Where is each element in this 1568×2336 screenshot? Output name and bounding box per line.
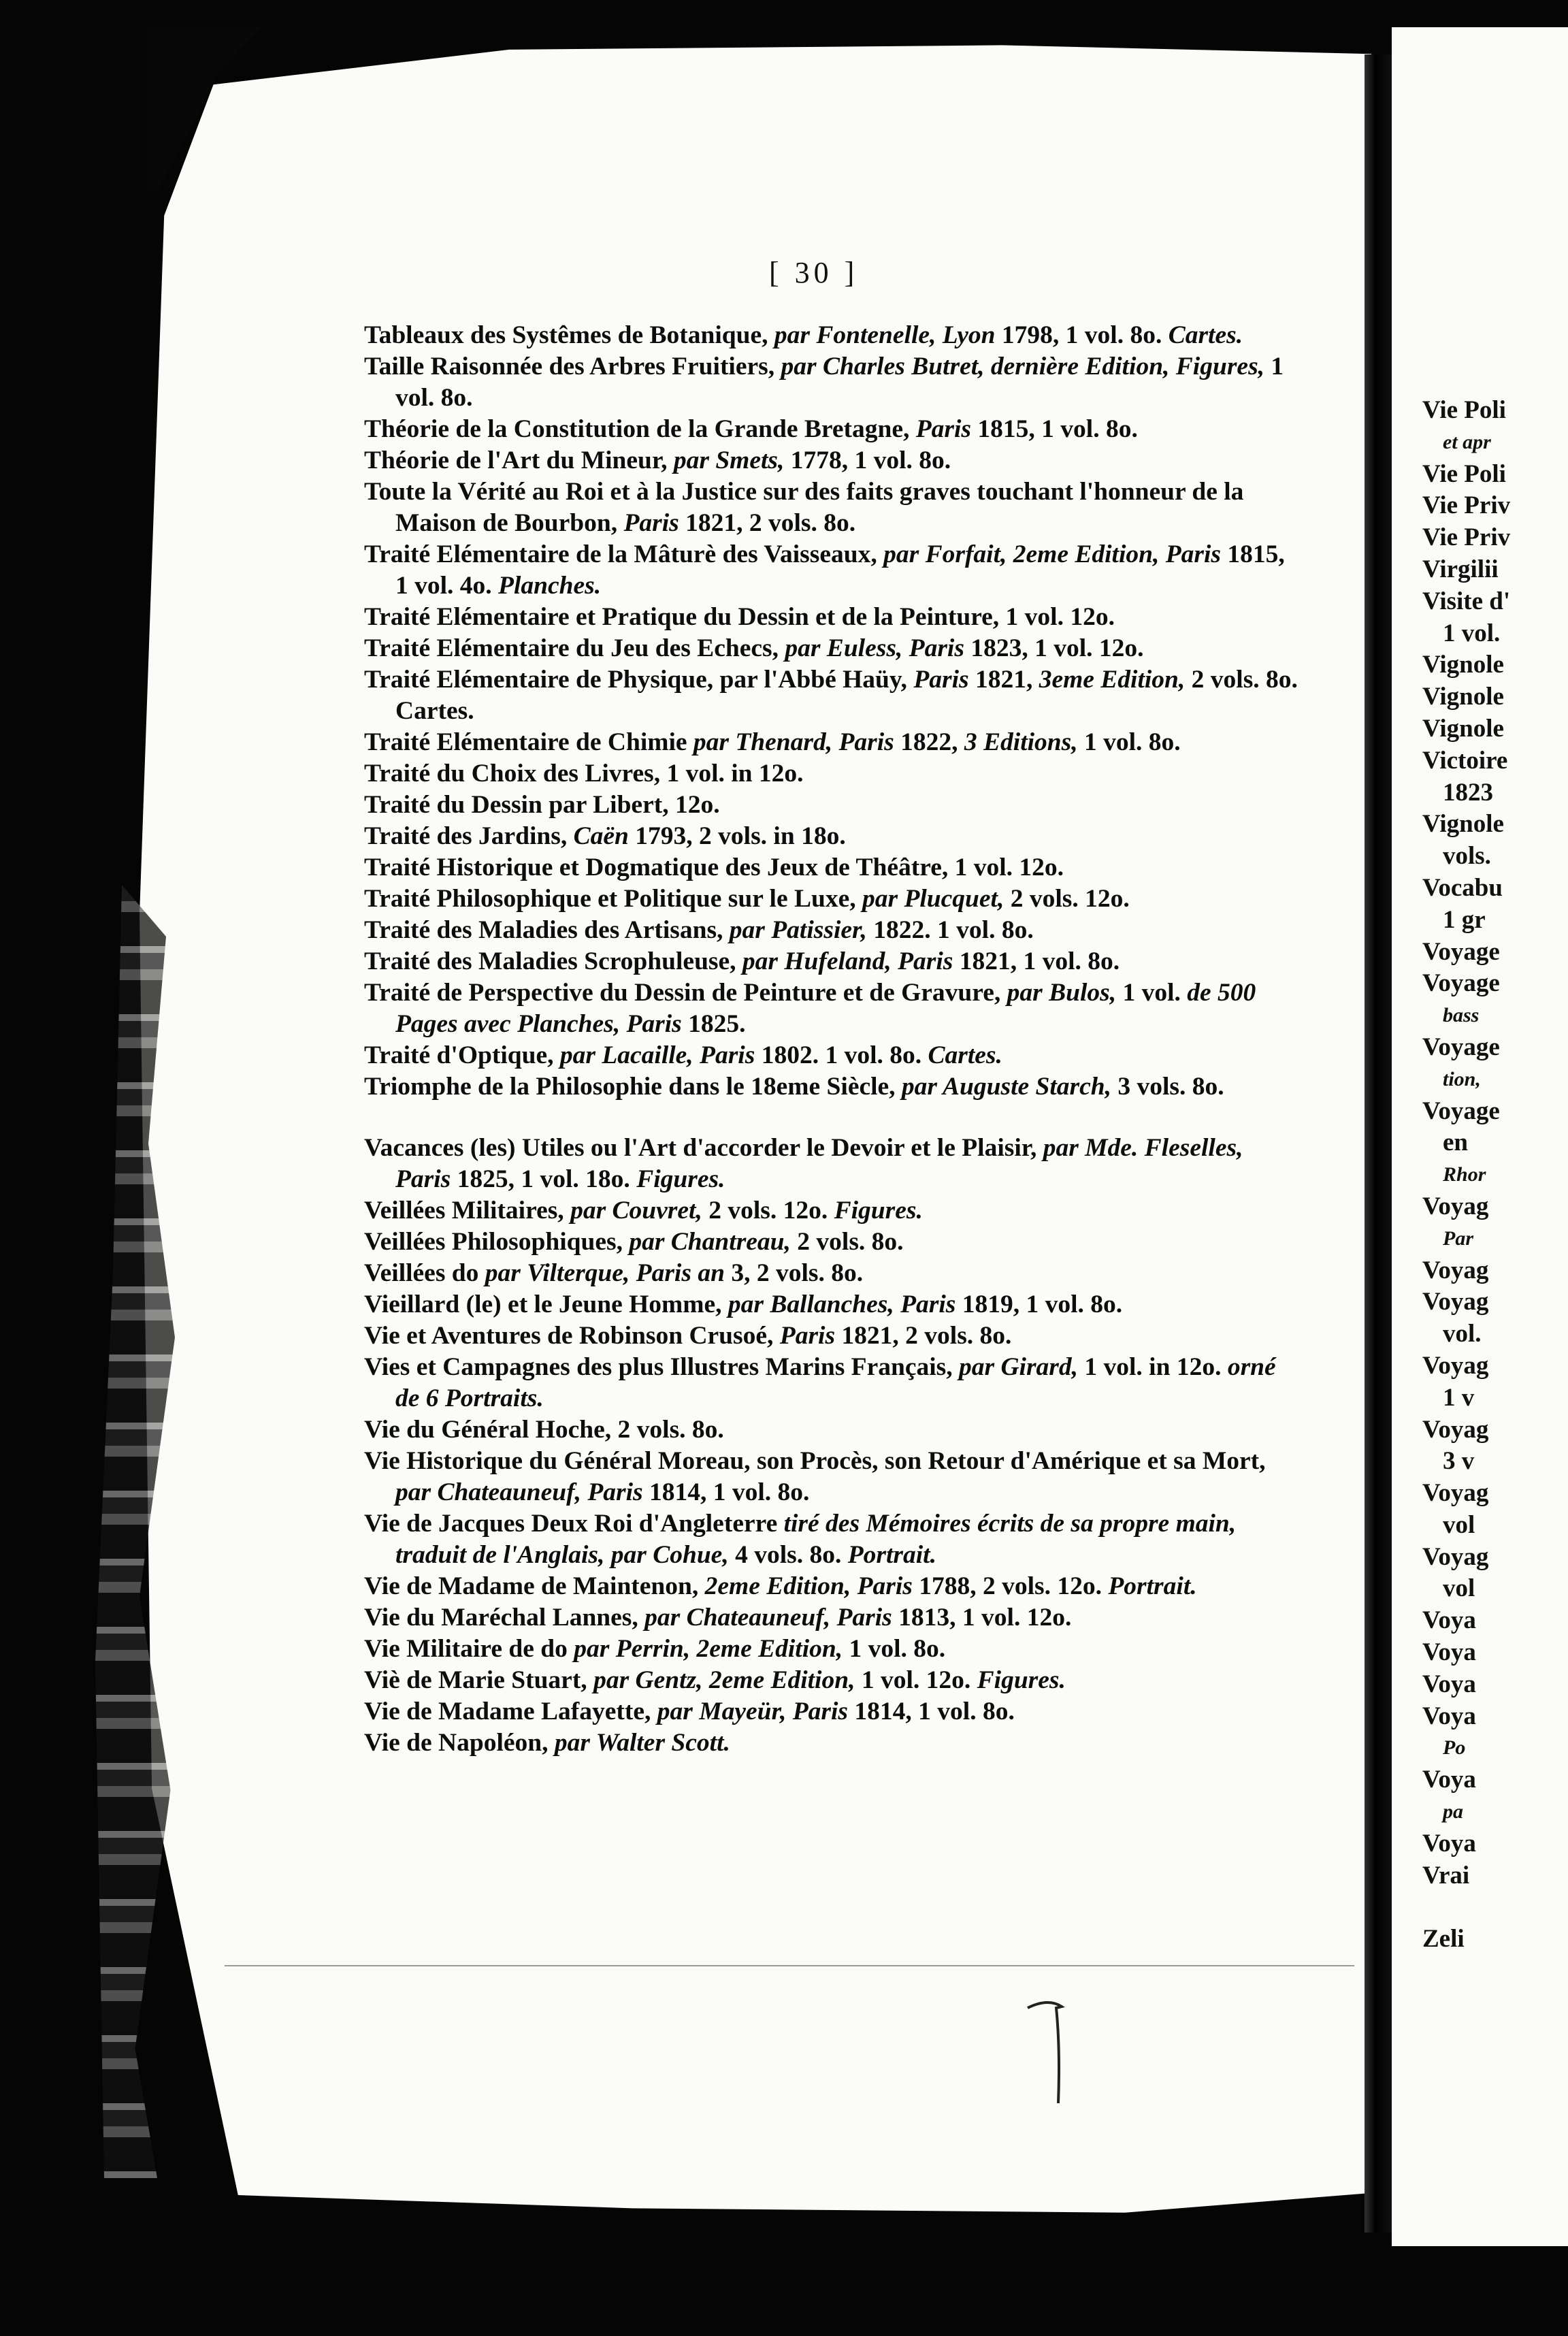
entry-title: Théorie de la Constitution de la Grande Bretagne, bbox=[364, 415, 916, 443]
facing-page-line: Vignole bbox=[1422, 714, 1504, 743]
entry-note: de 500 Pages avec Planches, Paris bbox=[395, 979, 1256, 1038]
facing-page-line: 1 v bbox=[1443, 1383, 1475, 1412]
entry-details: 1793, 2 vols. in 18o. bbox=[628, 822, 846, 850]
catalogue-entry bbox=[364, 1446, 1303, 1508]
catalogue-entry bbox=[364, 1289, 1303, 1320]
entry-title: Toute la Vérité au Roi et à la Justice sur des faits graves touchant l'honneur de la Maison de Bourbon, bbox=[364, 478, 1244, 537]
facing-page-line: Par bbox=[1443, 1227, 1473, 1250]
facing-page-line: Voyage bbox=[1422, 1033, 1500, 1061]
entry-title: Vie Militaire de do bbox=[364, 1635, 574, 1663]
entry-title: Théorie de l'Art du Mineur, bbox=[364, 447, 674, 474]
section-gap bbox=[364, 1103, 1303, 1133]
catalogue-entry bbox=[364, 1696, 1303, 1727]
entry-title: Vie du Général Hoche, 2 vols. 8o. bbox=[364, 1416, 724, 1444]
facing-page-line: Voyage bbox=[1422, 1097, 1500, 1125]
entry-title: Traité du Dessin par Libert, 12o. bbox=[364, 791, 720, 819]
facing-page-line: Po bbox=[1443, 1736, 1466, 1759]
facing-page-line: Voyage bbox=[1422, 969, 1500, 998]
facing-page-line: Vie Priv bbox=[1422, 523, 1511, 552]
book-gutter bbox=[1365, 54, 1392, 2233]
entry-title: Traité des Maladies Scrophuleuse, bbox=[364, 947, 742, 975]
facing-page-line: 3 v bbox=[1443, 1447, 1475, 1476]
entry-title: Traité Elémentaire de la Mâturè des Vaisseaux, bbox=[364, 540, 884, 568]
entry-details: 1813, 1 vol. 12o. bbox=[892, 1604, 1072, 1632]
entry-author: 2eme Edition, Paris bbox=[704, 1572, 913, 1600]
catalogue-entry bbox=[364, 790, 1303, 821]
entry-details: 2 vols. 8o. bbox=[790, 1228, 904, 1256]
entry-title: Veillées Philosophiques, bbox=[364, 1228, 630, 1256]
catalogue-entry bbox=[364, 1040, 1303, 1071]
catalogue-entry bbox=[364, 1414, 1303, 1446]
catalogue-entry bbox=[364, 1071, 1303, 1103]
catalogue-entry bbox=[364, 946, 1303, 977]
entry-title: Veillées Militaires, bbox=[364, 1197, 571, 1224]
entry-details: 1821, 2 vols. 8o. bbox=[679, 509, 856, 537]
facing-page-line: Victoire bbox=[1422, 746, 1508, 775]
facing-page-line: vols. bbox=[1443, 842, 1491, 871]
catalogue-entry bbox=[364, 539, 1303, 602]
facing-page-line: Vie Poli bbox=[1422, 396, 1506, 424]
page-number: [ 30 ] bbox=[769, 256, 859, 289]
facing-page-line: vol bbox=[1443, 1574, 1475, 1603]
entry-title: Vacances (les) Utiles ou l'Art d'accorder le Devoir et le Plaisir, bbox=[364, 1134, 1043, 1162]
entry-author: par Mde. Fleselles, Paris bbox=[395, 1134, 1243, 1193]
entry-details: 1822. 1 vol. 8o. bbox=[866, 916, 1034, 944]
facing-page-line: Voya bbox=[1422, 1606, 1476, 1635]
entry-author: par Charles Butret, dernière Edition, Figures, bbox=[781, 353, 1265, 380]
entry-details: 1798, 1 vol. 8o. bbox=[995, 321, 1169, 349]
entry-details: 1814, 1 vol. 8o. bbox=[642, 1478, 810, 1506]
facing-page-line: en bbox=[1443, 1129, 1468, 1157]
entry-author: par Lacaille, Paris bbox=[559, 1041, 755, 1069]
entry-author: par Mayeür, Paris bbox=[657, 1698, 849, 1725]
entry-details: 1821, 1 vol. 8o. bbox=[953, 947, 1120, 975]
facing-page-line: 1 gr bbox=[1443, 905, 1486, 934]
catalogue-entry bbox=[364, 664, 1303, 727]
entry-author: par Plucquet, bbox=[862, 885, 1004, 913]
entry-details: 3 vols. 8o. bbox=[1111, 1073, 1224, 1101]
catalogue-entry bbox=[364, 1508, 1303, 1571]
entry-author: par Fontenelle, Lyon bbox=[774, 321, 996, 349]
entry-details: 1 vol. in 12o. bbox=[1078, 1353, 1228, 1381]
entry-note: 3 Editions, bbox=[964, 728, 1078, 756]
catalogue-entry bbox=[364, 1320, 1303, 1352]
entry-details: 1815, 1 vol. 4o. bbox=[395, 540, 1285, 600]
entry-title: Vie de Madame Lafayette, bbox=[364, 1698, 657, 1725]
catalogue-entry bbox=[364, 727, 1303, 758]
catalogue-entry bbox=[364, 915, 1303, 946]
entry-details: 1788, 2 vols. 12o. bbox=[912, 1572, 1109, 1600]
facing-page-line: Vie Poli bbox=[1422, 459, 1506, 488]
catalogue-entry bbox=[364, 1665, 1303, 1696]
entry-title: Triomphe de la Philosophie dans le 18eme Siècle, bbox=[364, 1073, 902, 1101]
entry-title: Traité de Perspective du Dessin de Peinture et de Gravure, bbox=[364, 979, 1007, 1007]
catalogue-entry bbox=[364, 633, 1303, 664]
facing-page-line: Voyage bbox=[1422, 937, 1500, 966]
entry-details: 1821, bbox=[968, 666, 1039, 694]
entry-tail: 2 vols. 8o. Cartes. bbox=[395, 666, 1298, 725]
entry-title: Taille Raisonnée des Arbres Fruitiers, bbox=[364, 353, 781, 380]
entry-author: par Auguste Starch, bbox=[901, 1073, 1111, 1101]
entry-title: Vie de Madame de Maintenon, bbox=[364, 1572, 705, 1600]
facing-page-line: Zeli bbox=[1422, 1925, 1465, 1953]
entry-author: tiré des Mémoires écrits de sa propre main, traduit de l'Anglais, par Cohue, bbox=[395, 1510, 1237, 1569]
entry-author: par Perrin, 2eme Edition, bbox=[574, 1635, 843, 1663]
entry-note: Portrait. bbox=[847, 1541, 936, 1569]
entry-author: par Thenard, Paris bbox=[693, 728, 894, 756]
facing-page-line: Voya bbox=[1422, 1702, 1476, 1730]
entry-note: Figures. bbox=[636, 1165, 725, 1193]
entry-author: par Forfait, 2eme Edition, Paris bbox=[883, 540, 1221, 568]
facing-page-line: Voya bbox=[1422, 1766, 1476, 1794]
entry-title: Vieillard (le) et le Jeune Homme, bbox=[364, 1291, 728, 1318]
entry-title: Tableaux des Systêmes de Botanique, bbox=[364, 321, 774, 349]
entry-details: 1802. 1 vol. 8o. bbox=[755, 1041, 928, 1069]
catalogue-entry bbox=[364, 1195, 1303, 1227]
facing-page-line: Voyag bbox=[1422, 1479, 1489, 1508]
entry-author: par Vilterque, Paris an bbox=[485, 1259, 725, 1287]
entry-title: Vie du Maréchal Lannes, bbox=[364, 1604, 645, 1632]
entry-author: Paris bbox=[779, 1322, 836, 1350]
catalogue-entry bbox=[364, 414, 1303, 445]
entry-title: Traité Elémentaire du Jeu des Echecs, bbox=[364, 634, 785, 662]
facing-page-line: Voyag bbox=[1422, 1192, 1489, 1220]
facing-page-line: Voyag bbox=[1422, 1288, 1489, 1316]
entry-details: 1 vol. bbox=[1116, 979, 1188, 1007]
catalogue-entry bbox=[364, 852, 1303, 883]
catalogue-entry bbox=[364, 1634, 1303, 1665]
entry-title: Traité Elémentaire de Physique, par l'Abbé Haüy, bbox=[364, 666, 914, 694]
catalogue-entry bbox=[364, 1258, 1303, 1289]
entry-details: 1825, 1 vol. 18o. bbox=[451, 1165, 637, 1193]
entry-title: Vies et Campagnes des plus Illustres Marins Français, bbox=[364, 1353, 959, 1381]
entry-title: Traité des Maladies des Artisans, bbox=[364, 916, 730, 944]
facing-page-line: Rhor bbox=[1443, 1163, 1486, 1186]
facing-page-line: tion, bbox=[1443, 1067, 1481, 1090]
entry-title: Vie de Napoléon, bbox=[364, 1729, 555, 1757]
facing-page-line: Vignole bbox=[1422, 683, 1504, 711]
facing-page-line: Voya bbox=[1422, 1638, 1476, 1667]
entry-note: Figures. bbox=[834, 1197, 923, 1224]
entry-details: 1822, bbox=[894, 728, 964, 756]
entry-details: 1823, 1 vol. 12o. bbox=[964, 634, 1144, 662]
entry-note: Portrait. bbox=[1108, 1572, 1197, 1600]
catalogue-entry bbox=[364, 1133, 1303, 1195]
entry-details: 2 vols. 12o. bbox=[1004, 885, 1130, 913]
entry-note: 3eme Edition, bbox=[1039, 666, 1186, 694]
entry-details: 4 vols. 8o. bbox=[728, 1541, 848, 1569]
facing-page-line: 1823 bbox=[1443, 778, 1493, 807]
facing-page-line: pa bbox=[1443, 1800, 1463, 1823]
entry-author: par Hufeland, Paris bbox=[742, 947, 953, 975]
catalogue-entry bbox=[364, 1602, 1303, 1634]
facing-page-line: Vie Priv bbox=[1422, 491, 1511, 520]
catalogue-entry bbox=[364, 1227, 1303, 1258]
catalogue-entry bbox=[364, 320, 1303, 351]
entry-title: Vie de Jacques Deux Roi d'Angleterre bbox=[364, 1510, 784, 1538]
facing-page-line: Vignole bbox=[1422, 651, 1504, 679]
entry-author: par Ballanches, Paris bbox=[728, 1291, 956, 1318]
catalogue-entry bbox=[364, 1727, 1303, 1759]
entry-title: Traité Elémentaire et Pratique du Dessin et de la Peinture, 1 vol. 12o. bbox=[364, 603, 1115, 631]
facing-page-line: vol bbox=[1443, 1510, 1475, 1539]
entry-author: par Chateauneuf, Paris bbox=[644, 1604, 892, 1632]
entry-title: Traité des Jardins, bbox=[364, 822, 574, 850]
catalogue-entry bbox=[364, 1352, 1303, 1414]
catalogue-entry bbox=[364, 445, 1303, 476]
entry-details: 1819, 1 vol. 8o. bbox=[956, 1291, 1123, 1318]
catalogue-entry bbox=[364, 821, 1303, 852]
facing-page-line: Voya bbox=[1422, 1670, 1476, 1698]
entry-author: par Smets, bbox=[673, 447, 785, 474]
entry-author: par Couvret, bbox=[570, 1197, 702, 1224]
entry-tail: 1 vol. 8o. bbox=[1077, 728, 1181, 756]
entry-author: Caën bbox=[573, 822, 629, 850]
facing-page-line: Visite d' bbox=[1422, 587, 1511, 615]
facing-page-line: et apr bbox=[1443, 430, 1491, 453]
catalogue-entry bbox=[364, 1571, 1303, 1602]
entry-author: Paris bbox=[915, 415, 972, 443]
catalogue-entry bbox=[364, 602, 1303, 633]
entry-author: par Walter Scott. bbox=[554, 1729, 730, 1757]
entry-details: 1814, 1 vol. 8o. bbox=[848, 1698, 1015, 1725]
entry-title: Traité Philosophique et Politique sur le Luxe, bbox=[364, 885, 862, 913]
entry-details: 1815, 1 vol. 8o. bbox=[971, 415, 1138, 443]
catalogue-entry bbox=[364, 758, 1303, 790]
entry-note: Figures. bbox=[977, 1666, 1066, 1694]
entry-author: Paris bbox=[623, 509, 679, 537]
entry-author: par Euless, Paris bbox=[785, 634, 964, 662]
facing-page-line: Vocabu bbox=[1422, 873, 1503, 902]
facing-page-text bbox=[1422, 395, 1510, 1956]
facing-page-line: Virgilii bbox=[1422, 555, 1499, 583]
entry-details: 3, 2 vols. 8o. bbox=[724, 1259, 864, 1287]
catalogue-entries bbox=[364, 320, 1303, 1759]
entry-title: Veillées do bbox=[364, 1259, 485, 1287]
facing-page-line: Vrai bbox=[1422, 1861, 1470, 1889]
facing-page-line: vol. bbox=[1443, 1320, 1482, 1348]
catalogue-entry bbox=[364, 883, 1303, 915]
facing-page-line: Voyag bbox=[1422, 1415, 1489, 1444]
entry-title: Traité du Choix des Livres, 1 vol. in 12o. bbox=[364, 760, 804, 788]
facing-page-line: Voyag bbox=[1422, 1542, 1489, 1571]
facing-page-line: Voya bbox=[1422, 1829, 1476, 1858]
entry-details: 1 vol. 8o. bbox=[395, 353, 1284, 412]
entry-details: 2 vols. 12o. bbox=[702, 1197, 834, 1224]
entry-title: Traité Historique et Dogmatique des Jeux de Théâtre, 1 vol. 12o. bbox=[364, 854, 1064, 881]
entry-author: par Chateauneuf, Paris bbox=[395, 1478, 643, 1506]
entry-details: 1821, 2 vols. 8o. bbox=[835, 1322, 1012, 1350]
entry-details: 1 vol. 8o. bbox=[843, 1635, 946, 1663]
entry-note: Cartes. bbox=[928, 1041, 1002, 1069]
entry-title: Traité Elémentaire de Chimie bbox=[364, 728, 693, 756]
entry-title: Vie Historique du Général Moreau, son Procès, son Retour d'Amérique et sa Mort, bbox=[364, 1447, 1266, 1475]
entry-title: Vie et Aventures de Robinson Crusoé, bbox=[364, 1322, 780, 1350]
entry-title: Viè de Marie Stuart, bbox=[364, 1666, 594, 1694]
entry-title: Traité d'Optique, bbox=[364, 1041, 560, 1069]
entry-author: par Girard, bbox=[958, 1353, 1079, 1381]
entry-author: par Patissier, bbox=[729, 916, 867, 944]
entry-tail: 1825. bbox=[681, 1010, 746, 1038]
catalogue-entry bbox=[364, 977, 1303, 1040]
facing-page-line bbox=[1422, 1892, 1510, 1924]
facing-page-line: Voyag bbox=[1422, 1351, 1489, 1380]
entry-note: Planches. bbox=[498, 572, 602, 600]
entry-note: orné de 6 Portraits. bbox=[395, 1353, 1276, 1412]
entry-author: Paris bbox=[913, 666, 969, 694]
entry-details: 1778, 1 vol. 8o. bbox=[784, 447, 951, 474]
handwritten-mark-icon bbox=[1021, 1994, 1075, 2110]
facing-page-line: 1 vol. bbox=[1443, 619, 1501, 647]
catalogue-entry bbox=[364, 351, 1303, 414]
catalogue-entry bbox=[364, 476, 1303, 539]
entry-details: 1 vol. 12o. bbox=[855, 1666, 977, 1694]
bottom-rule bbox=[225, 1965, 1354, 1966]
facing-page-line: Vignole bbox=[1422, 810, 1504, 839]
entry-author: par Gentz, 2eme Edition, bbox=[593, 1666, 855, 1694]
entry-note: Cartes. bbox=[1168, 321, 1243, 349]
facing-page-line: bass bbox=[1443, 1004, 1480, 1027]
facing-page-line: Voyag bbox=[1422, 1256, 1489, 1284]
entry-author: par Chantreau, bbox=[629, 1228, 791, 1256]
entry-author: par Bulos, bbox=[1007, 979, 1117, 1007]
